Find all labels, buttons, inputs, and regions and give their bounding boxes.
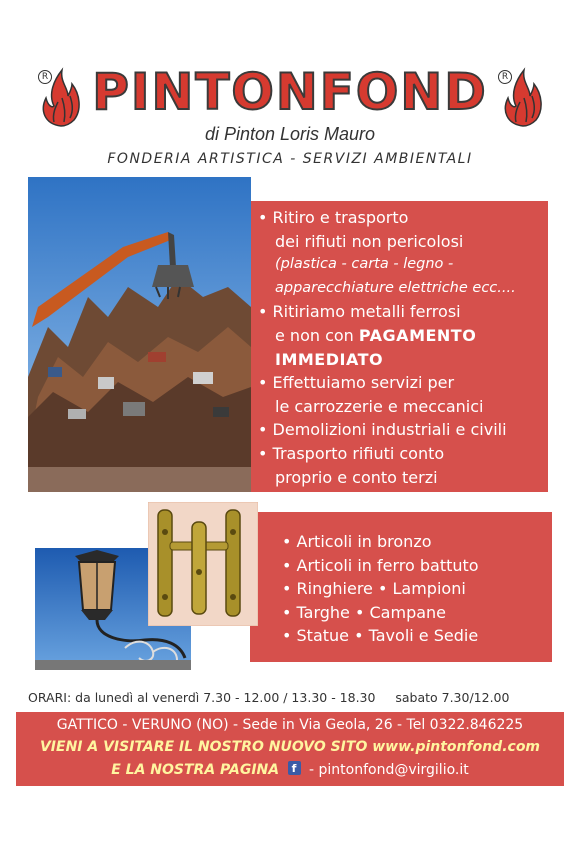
page-line: E LA NOSTRA PAGINA <box>111 762 280 778</box>
registered-mark-left: R <box>38 70 52 84</box>
opening-hours <box>28 690 568 705</box>
service-line: (plastica - carta - legno - <box>275 256 454 273</box>
products-list <box>282 530 479 648</box>
product-line: • Targhe • Campane <box>282 602 447 622</box>
service-line <box>258 324 516 348</box>
service-line: apparecchiature elettriche ecc.... <box>275 279 516 296</box>
product-line: • Articoli in bronzo <box>282 532 432 551</box>
service-line-bold: PAGAMENTO <box>358 325 477 345</box>
brand-name: PINTONFOND <box>92 63 488 121</box>
service-line: • Ritiriamo metalli ferrosi <box>258 302 461 322</box>
registered-mark-right: R <box>498 70 512 84</box>
product-line: • Ringhiere • Lampioni <box>282 579 466 599</box>
hours-label: ORARI: <box>28 690 72 705</box>
service-line: • Effettuiamo servizi per <box>258 373 455 393</box>
hours-saturday: sabato 7.30/12.00 <box>395 690 510 705</box>
service-line: • Demolizioni industriali e civili <box>258 420 507 440</box>
email-link[interactable]: - pintonfond@virgilio.it <box>309 762 469 778</box>
address-line: GATTICO - VERUNO (NO) - Sede in Via Geola, 26 - Tel 0322.846225 <box>56 717 524 733</box>
service-line-text: e non con <box>275 325 354 345</box>
service-line: • Trasporto rifiuti conto <box>258 443 445 463</box>
footer-panel <box>16 712 564 786</box>
social-line <box>16 761 564 778</box>
facebook-icon[interactable]: f <box>288 761 301 775</box>
website-line[interactable]: VIENI A VISITARE IL NOSTRO NUOVO SITO www.pintonfond.com <box>39 739 541 755</box>
service-line: IMMEDIATO <box>275 349 384 369</box>
hours-weekdays: da lunedì al venerdì 7.30 - 12.00 / 13.30 - 18.30 <box>75 690 376 705</box>
service-line: • Ritiro e trasporto <box>258 208 409 227</box>
services-list <box>258 206 516 489</box>
product-line: • Articoli in ferro battuto <box>282 555 479 575</box>
service-line: proprio e conto terzi <box>275 467 438 487</box>
brass-handles-photo <box>148 502 258 626</box>
owner-name: di Pinton Loris Mauro <box>204 124 376 144</box>
service-line: le carrozzerie e meccanici <box>275 396 484 416</box>
tagline: FONDERIA ARTISTICA - SERVIZI AMBIENTALI <box>107 151 473 167</box>
scrapyard-photo <box>28 177 251 492</box>
service-line: dei rifiuti non pericolosi <box>275 231 464 251</box>
product-line: • Statue • Tavoli e Sedie <box>282 626 479 646</box>
flame-icon-right <box>500 66 546 128</box>
